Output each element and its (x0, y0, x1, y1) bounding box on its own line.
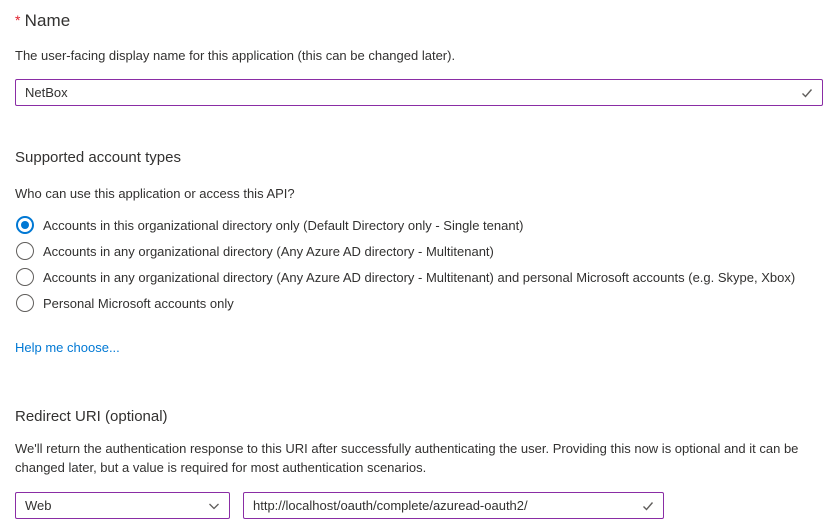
help-me-choose-link[interactable]: Help me choose... (15, 340, 120, 355)
name-field-container (15, 79, 823, 106)
radio-option-personal-only[interactable] (15, 290, 814, 316)
account-type-radio-group (15, 212, 814, 316)
account-types-question: Who can use this application or access this API? (15, 186, 295, 201)
redirect-uri-row (15, 492, 814, 519)
redirect-uri-title: Redirect URI (optional) (15, 408, 168, 425)
chevron-down-icon (207, 499, 221, 513)
radio-button-icon[interactable] (16, 268, 34, 286)
account-types-title: Supported account types (15, 149, 181, 166)
radio-option-multitenant[interactable] (15, 238, 814, 264)
name-description: The user-facing display name for this application (this can be changed later). (15, 48, 456, 63)
radio-option-label: Accounts in any organizational directory (Any Azure AD directory - Multitenant) and personal Microsoft accounts (e.g. Skype, Xbox) (43, 269, 796, 285)
radio-option-label: Accounts in any organizational directory (Any Azure AD directory - Multitenant) (43, 243, 494, 259)
name-title-text: Name (24, 11, 71, 30)
radio-option-label: Accounts in this organizational directory only (Default Directory only - Single tenant) (43, 217, 524, 233)
radio-option-multitenant-personal[interactable] (15, 264, 814, 290)
uri-field-container (243, 492, 664, 519)
name-input[interactable] (15, 79, 823, 106)
redirect-uri-input[interactable] (243, 492, 664, 519)
redirect-uri-description: We'll return the authentication response to this URI after successfully authenticating the user. Providing this now is optional and it can be changed later, but a value is required for most authentication scenarios. (15, 441, 799, 475)
radio-button-icon[interactable] (16, 242, 34, 260)
radio-option-single-tenant[interactable] (15, 212, 814, 238)
platform-select[interactable] (15, 492, 230, 519)
radio-button-icon[interactable] (16, 294, 34, 312)
radio-option-label: Personal Microsoft accounts only (43, 295, 234, 311)
platform-selected-value: Web (25, 498, 52, 513)
radio-button-icon[interactable] (16, 216, 34, 234)
required-asterisk: * (15, 12, 21, 28)
name-section-title (15, 11, 814, 31)
